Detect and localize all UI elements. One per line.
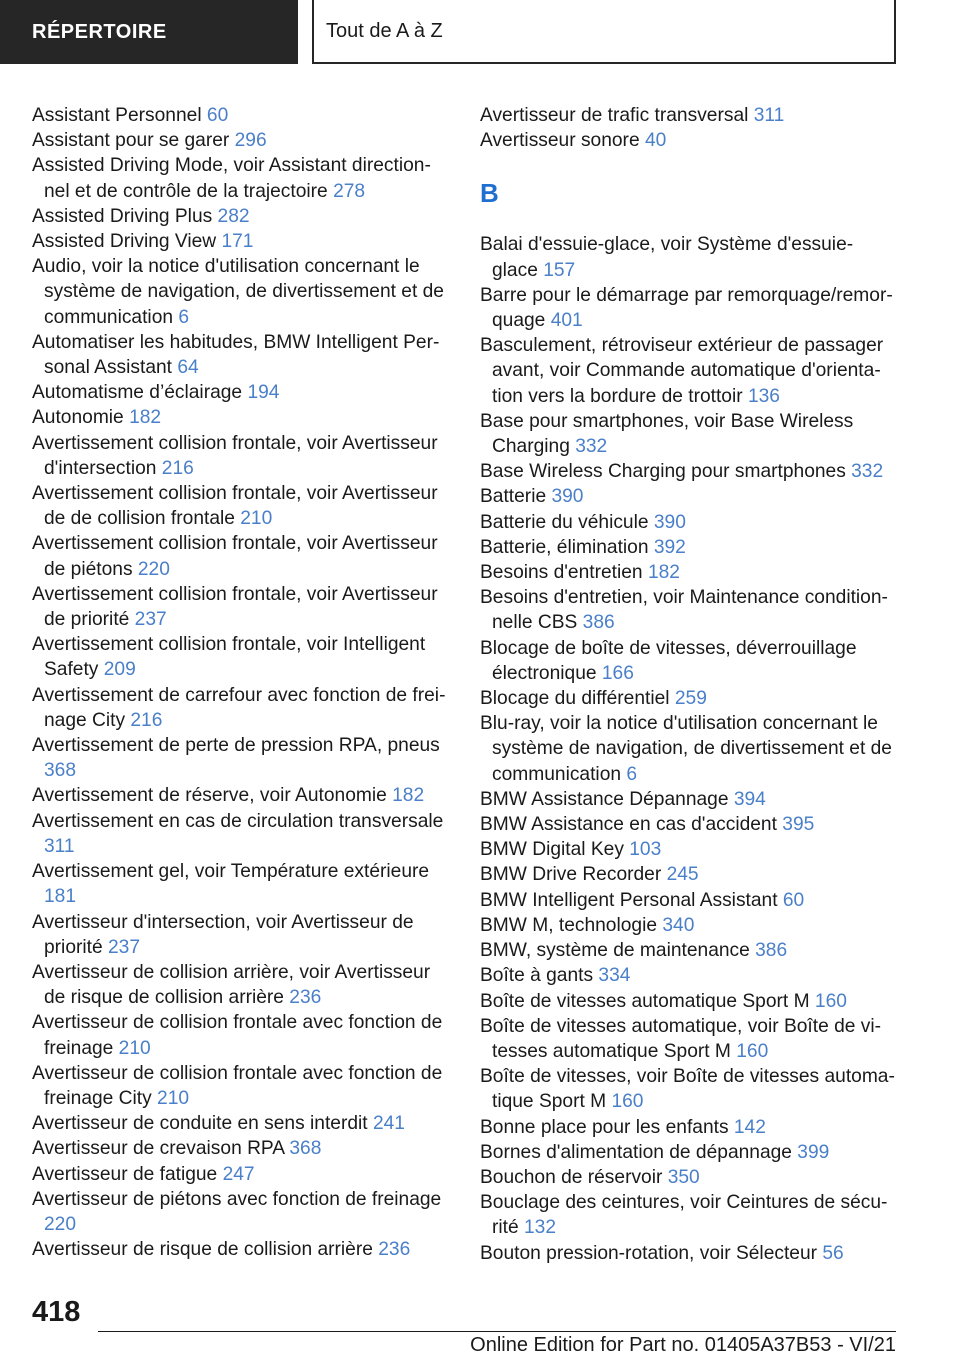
entry-text: Autonomie: [32, 407, 130, 429]
index-entry: [480, 409, 896, 459]
entry-text: Avertissement de carrefour avec fonction de freinage City: [32, 684, 446, 731]
index-entry: [480, 459, 896, 484]
page-reference-link[interactable]: 278: [333, 180, 366, 202]
entry-text: Assistant pour se garer: [32, 130, 235, 152]
index-entry: [480, 1140, 896, 1165]
index-entry: [480, 913, 896, 938]
entry-text: Avertisseur de fatigue: [32, 1163, 223, 1185]
page-reference-link[interactable]: 245: [666, 864, 699, 886]
index-entry: [32, 103, 450, 128]
page-reference-link[interactable]: 282: [217, 205, 250, 227]
page-reference-link[interactable]: 166: [601, 662, 634, 684]
entry-text: Bouchon de réservoir: [480, 1166, 668, 1188]
entry-text: Avertisseur de trafic transversal: [480, 105, 754, 126]
index-entry: [480, 812, 896, 837]
index-entry: [32, 1111, 450, 1136]
entry-text: Balai d'essuie-glace, voir Système d'essuie-glace: [480, 234, 854, 281]
page-reference-link[interactable]: 182: [129, 407, 162, 429]
index-entry: [32, 380, 450, 405]
page-reference-link[interactable]: 368: [289, 1138, 322, 1160]
page-reference-link[interactable]: 142: [733, 1116, 766, 1138]
page-reference-link[interactable]: 311: [753, 105, 785, 126]
entry-text: Automatisme d’éclairage: [32, 382, 248, 404]
entry-text: Avertisseur de collision arrière, voir Avertisseur de risque de collision arrière: [32, 961, 431, 1009]
index-column-left: [32, 103, 450, 1262]
page-reference-link[interactable]: 210: [118, 1037, 151, 1059]
section-letter: B: [480, 178, 499, 209]
page-reference-link[interactable]: 350: [667, 1166, 700, 1188]
entry-text: Avertisseur de risque de collision arrière: [32, 1239, 379, 1261]
page-reference-link[interactable]: 236: [378, 1239, 411, 1261]
page-reference-link[interactable]: 157: [543, 259, 576, 281]
page-reference-link[interactable]: 247: [222, 1163, 255, 1185]
entry-text: Avertisseur sonore: [480, 130, 645, 152]
page-reference-link[interactable]: 237: [107, 936, 140, 958]
entry-text: BMW Intelligent Personal Assistant: [480, 889, 783, 911]
index-entry: [480, 963, 896, 988]
entry-text: Batterie: [480, 486, 552, 508]
page-reference-link[interactable]: 386: [755, 940, 788, 962]
index-entry: [32, 1187, 450, 1237]
page-reference-link[interactable]: 386: [582, 612, 615, 634]
index-entry: [480, 1165, 896, 1190]
index-entry: [32, 809, 450, 859]
entry-text: Bonne place pour les enfants: [480, 1116, 734, 1138]
page-reference-link[interactable]: 210: [240, 508, 273, 530]
index-entry: [32, 582, 450, 632]
page-reference-link[interactable]: 241: [372, 1113, 405, 1135]
entry-text: BMW Assistance en cas d'accident: [480, 814, 783, 836]
entry-text: Boîte de vitesses, voir Boîte de vitesses automatique Sport M: [480, 1066, 895, 1113]
entry-text: BMW Assistance Dépannage: [480, 788, 734, 810]
index-entry: [32, 153, 450, 203]
page-reference-link[interactable]: 40: [644, 130, 667, 152]
page-reference-link[interactable]: 220: [137, 558, 170, 580]
entry-text: Avertisseur de conduite en sens interdit: [32, 1113, 373, 1135]
page-reference-link[interactable]: 64: [177, 357, 199, 379]
page-reference-link[interactable]: 210: [157, 1087, 190, 1109]
page-reference-link[interactable]: 60: [782, 889, 805, 911]
entry-text: Bornes d'alimentation de dépannage: [480, 1141, 798, 1163]
index-entry: [32, 859, 450, 909]
index-column-right: [480, 103, 896, 1266]
index-entry: [480, 1115, 896, 1140]
index-entry: [32, 910, 450, 960]
footer-edition: Online Edition for Part no. 01405A37B53 - VI/21: [470, 1334, 896, 1356]
page-reference-link[interactable]: 182: [647, 562, 680, 584]
index-entry: [32, 481, 450, 531]
index-entry: [480, 283, 896, 333]
entry-text: Blu-ray, voir la notice d'utilisation concernant le système de navigation, de divertissement et de communication: [480, 713, 892, 785]
entry-text: Basculement, rétroviseur extérieur de passager avant, voir Commande automatique d'orientation vers la bordure de trottoir: [480, 335, 884, 407]
index-entry: [32, 431, 450, 481]
index-entry: [480, 938, 896, 963]
index-entry: [480, 711, 896, 787]
entry-text: Avertissement gel, voir Température extérieure: [32, 861, 430, 883]
index-entry: [32, 204, 450, 229]
entry-text: Avertissement collision frontale, voir Avertisseur de piétons: [32, 533, 438, 580]
entry-text: Blocage du différentiel: [480, 688, 675, 710]
page-reference-link[interactable]: 136: [747, 385, 780, 407]
entry-text: Assisted Driving View: [32, 231, 222, 253]
index-entry: [480, 862, 896, 887]
page-reference-link[interactable]: 392: [653, 536, 686, 558]
page-reference-link[interactable]: 194: [247, 382, 280, 404]
entry-text: Batterie, élimination: [480, 536, 654, 558]
entry-text: Audio, voir la notice d'utilisation concernant le système de navigation, de divertissement et de communication: [32, 256, 444, 328]
page-reference-link[interactable]: 216: [161, 457, 194, 479]
index-entry: [32, 229, 450, 254]
entry-text: Avertissement collision frontale, voir Avertisseur d'intersection: [32, 432, 438, 479]
entry-text: Avertisseur d'intersection, voir Avertisseur de priorité: [32, 911, 414, 958]
index-entry: [480, 686, 896, 711]
index-entry: [32, 1136, 450, 1161]
index-entry: [32, 531, 450, 581]
index-entry: [480, 989, 896, 1014]
page-reference-link[interactable]: 160: [814, 990, 847, 1012]
entry-text: Boîte de vitesses automatique, voir Boîte de vitesses automatique Sport M: [480, 1015, 882, 1062]
page-reference-link[interactable]: 6: [626, 763, 638, 785]
index-entry: [480, 1014, 896, 1064]
entry-text: BMW M, technologie: [480, 914, 663, 936]
page-reference-link[interactable]: 296: [234, 130, 267, 152]
entry-text: Avertissement collision frontale, voir Avertisseur de priorité: [32, 583, 438, 631]
page-header: [0, 0, 960, 66]
index-entry: [32, 1162, 450, 1187]
entry-text: Avertisseur de collision frontale avec fonction de freinage City: [32, 1062, 443, 1109]
index-entry: [480, 510, 896, 535]
page-reference-link[interactable]: 103: [629, 839, 662, 861]
entry-text: BMW, système de maintenance: [480, 940, 756, 962]
page-reference-link[interactable]: 209: [103, 659, 136, 681]
section-tab[interactable]: RÉPERTOIRE: [0, 0, 298, 64]
entry-text: Avertissement collision frontale, voir Intelligent Safety: [32, 634, 426, 681]
entry-text: BMW Drive Recorder: [480, 864, 667, 886]
entry-text: Blocage de boîte de vitesses, déverrouillage électronique: [480, 637, 857, 684]
page-number: 418: [32, 1296, 81, 1328]
page-reference-link[interactable]: 132: [524, 1217, 557, 1239]
index-entry: [480, 837, 896, 862]
index-entry: [480, 128, 896, 153]
page-reference-link[interactable]: 160: [611, 1091, 644, 1113]
page-reference-link[interactable]: 332: [575, 436, 608, 458]
page-reference-link[interactable]: 340: [662, 914, 695, 936]
entry-text: Avertisseur de collision frontale avec fonction de freinage: [32, 1012, 443, 1059]
page-reference-link[interactable]: 401: [550, 310, 583, 332]
entry-text: Avertisseur de piétons avec fonction de freinage: [32, 1188, 442, 1210]
index-entry: [480, 535, 896, 560]
index-entry: [480, 636, 896, 686]
entry-text: Avertissement de réserve, voir Autonomie: [32, 785, 393, 807]
entry-text: BMW Digital Key: [480, 839, 630, 861]
entry-text: Barre pour le démarrage par remorquage/remorquage: [480, 284, 893, 332]
index-entry: [480, 333, 896, 409]
page-reference-link[interactable]: 332: [851, 461, 884, 483]
index-entry: [480, 1064, 896, 1114]
entry-text: Automatiser les habitudes, BMW Intelligent Personal Assistant: [32, 331, 440, 379]
page-reference-link[interactable]: 390: [551, 486, 584, 508]
page-reference-link[interactable]: 399: [797, 1141, 830, 1163]
index-entry: [480, 1190, 896, 1240]
entry-text: Bouclage des ceintures, voir Ceintures de sécurité: [480, 1192, 888, 1239]
entry-text: Base pour smartphones, voir Base Wireless Charging: [480, 410, 854, 458]
entry-text: Avertissement collision frontale, voir Avertisseur de de collision frontale: [32, 483, 438, 530]
page-reference-link[interactable]: 311: [44, 835, 75, 857]
page-reference-link[interactable]: 171: [221, 231, 254, 253]
page-reference-link[interactable]: 237: [134, 609, 167, 631]
index-entry: [32, 1010, 450, 1060]
page-reference-link[interactable]: 6: [178, 306, 190, 328]
page-reference-link[interactable]: 334: [598, 965, 631, 987]
page-reference-link[interactable]: 368: [44, 760, 77, 782]
index-entry: [480, 484, 896, 509]
index-entry: [32, 1237, 450, 1262]
page-reference-link[interactable]: 220: [44, 1213, 77, 1235]
index-entry: [32, 960, 450, 1010]
index-entry: [480, 585, 896, 635]
page-reference-link[interactable]: 390: [653, 511, 686, 533]
index-entry: [32, 1061, 450, 1111]
index-entry: [32, 330, 450, 380]
entry-text: Assisted Driving Plus: [32, 205, 218, 227]
entry-text: Bouton pression-rotation, voir Sélecteur: [480, 1242, 823, 1264]
index-entry: [480, 1241, 896, 1266]
page-reference-link[interactable]: 394: [733, 788, 766, 810]
entry-text: Avertissement de perte de pression RPA, pneus: [32, 735, 440, 757]
entry-text: Besoins d'entretien, voir Maintenance conditionnelle CBS: [480, 587, 888, 634]
page-reference-link[interactable]: 395: [782, 814, 815, 836]
index-entry: [32, 733, 450, 783]
page-reference-link[interactable]: 160: [736, 1040, 769, 1062]
footer-divider: [98, 1331, 896, 1332]
index-entry: [480, 787, 896, 812]
page-reference-link[interactable]: 236: [289, 987, 322, 1009]
entry-text: Avertissement en cas de circulation transversale: [32, 810, 444, 832]
page-reference-link[interactable]: 182: [392, 785, 425, 807]
index-entry: [32, 783, 450, 808]
page-reference-link[interactable]: 216: [130, 709, 163, 731]
index-entry: [32, 405, 450, 430]
index-entry: [480, 232, 896, 282]
page-reference-link[interactable]: 259: [674, 688, 707, 710]
page-reference-link[interactable]: 181: [44, 886, 77, 908]
entry-text: Avertisseur de crevaison RPA: [32, 1138, 290, 1160]
index-entry: [480, 103, 896, 128]
page-reference-link[interactable]: 60: [206, 105, 229, 126]
entry-text: Base Wireless Charging pour smartphones: [480, 461, 852, 483]
entry-text: Boîte à gants: [480, 965, 599, 987]
index-entry: [32, 254, 450, 330]
entry-text: Besoins d'entretien: [480, 562, 648, 584]
entry-text: Batterie du véhicule: [480, 511, 654, 533]
page-reference-link[interactable]: 56: [822, 1242, 844, 1264]
index-entry: [32, 683, 450, 733]
index-entry: [32, 632, 450, 682]
index-entry: [32, 128, 450, 153]
entry-text: Assisted Driving Mode, voir Assistant directionnel et de contrôle de la trajectoire: [32, 155, 431, 202]
index-entry: [480, 888, 896, 913]
index-entry: [480, 560, 896, 585]
entry-text: Assistant Personnel: [32, 105, 207, 126]
entry-text: Boîte de vitesses automatique Sport M: [480, 990, 815, 1012]
chapter-tab[interactable]: Tout de A à Z: [312, 0, 896, 64]
